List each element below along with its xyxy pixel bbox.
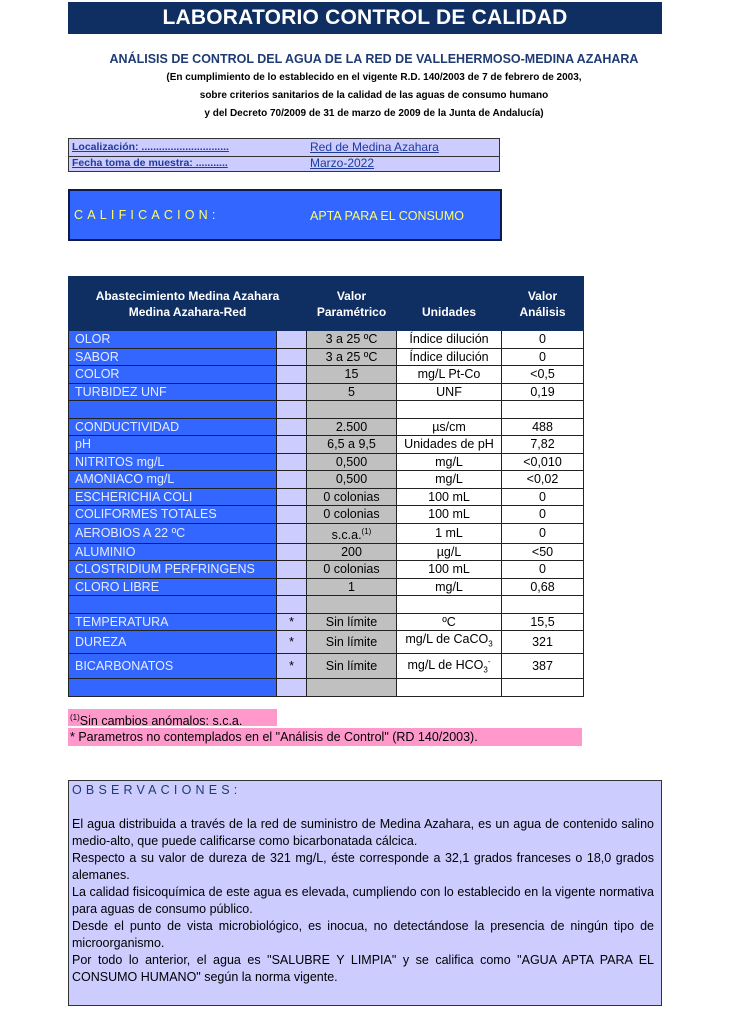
parameter-name-text: CONDUCTIVIDAD — [75, 419, 180, 434]
parameter-mark — [277, 506, 307, 524]
observations-box — [68, 780, 662, 1006]
parametric-value-text: Sin límite — [325, 658, 378, 673]
unit-text: mg/L de CaCO — [405, 632, 489, 647]
parameter-name — [69, 631, 277, 654]
unit — [397, 613, 502, 631]
parametric-value-text: 2.500 — [335, 419, 368, 434]
analysis-value — [502, 506, 584, 524]
parametric-value — [307, 348, 397, 366]
parametric-value-footnote: (1) — [361, 526, 372, 536]
sample-date-value[interactable]: Marzo-2022 — [310, 156, 375, 170]
parameter-name-text: BICARBONATOS — [75, 658, 174, 673]
unit-text: µg/L — [436, 544, 462, 559]
parameter-name — [69, 543, 277, 561]
analysis-value-text: 0 — [539, 489, 546, 504]
parameter-mark — [277, 436, 307, 454]
parametric-value-text: 15 — [344, 367, 359, 382]
unit — [397, 471, 502, 489]
parametric-value — [307, 596, 397, 614]
parametric-value — [307, 679, 397, 697]
parametric-value — [307, 631, 397, 654]
header-value-line-1: Valor — [527, 288, 558, 303]
unit-text: mg/L Pt-Co — [417, 367, 481, 382]
parameter-name — [69, 471, 277, 489]
parameter-mark — [277, 401, 307, 419]
analysis-value-text: 321 — [532, 634, 553, 649]
parameter-mark-text: * — [289, 634, 294, 649]
sample-date-row — [69, 156, 499, 172]
parameter-name-text: pH — [75, 437, 91, 452]
table-row — [69, 471, 584, 489]
unit-text: Índice dilución — [409, 349, 489, 364]
parametric-value — [307, 331, 397, 349]
parametric-value-text: 0 colonias — [323, 489, 380, 504]
parameter-name-text: ALUMINIO — [75, 544, 136, 559]
table-body — [69, 331, 584, 697]
parameter-mark — [277, 653, 307, 679]
unit-text: Índice dilución — [409, 332, 489, 347]
header-supply-line-1: Abastecimiento Medina Azahara — [95, 288, 280, 303]
unit — [397, 418, 502, 436]
page-title: LABORATORIO CONTROL DE CALIDAD — [68, 2, 662, 34]
analysis-value-text: <0,010 — [523, 454, 562, 469]
legal-note-line-2: sobre criterios sanitarios de la calidad de las aguas de consumo humano — [199, 90, 549, 101]
analysis-value-text: 7,82 — [530, 437, 555, 452]
parameter-name-text: TURBIDEZ UNF — [75, 384, 167, 399]
table-row — [69, 383, 584, 401]
table-row — [69, 631, 584, 654]
unit — [397, 331, 502, 349]
header-parametric-value — [307, 277, 397, 331]
table-row — [69, 596, 584, 614]
unit-text: mg/L — [435, 579, 463, 594]
analysis-value — [502, 453, 584, 471]
parametric-value-text: 3 a 25 ºC — [325, 332, 378, 347]
parameter-mark — [277, 679, 307, 697]
unit-text: ºC — [442, 614, 456, 629]
parametric-value-text: s.c.a. — [331, 527, 362, 542]
parameter-name-text: SABOR — [75, 349, 119, 364]
parametric-value-text: 0 colonias — [323, 507, 380, 522]
parametric-value — [307, 506, 397, 524]
parametric-value — [307, 471, 397, 489]
unit-text: 100 mL — [428, 489, 470, 504]
header-units-text: Unidades — [421, 304, 476, 319]
parameter-mark — [277, 613, 307, 631]
parameter-name — [69, 348, 277, 366]
sample-date-label: Fecha toma de muestra: ........... — [72, 157, 228, 169]
analysis-value — [502, 488, 584, 506]
parameter-name-text: AEROBIOS A 22 ºC — [75, 526, 186, 541]
header-param-line-1: Valor — [336, 288, 367, 303]
table-row — [69, 613, 584, 631]
header-supply — [69, 277, 307, 331]
parameter-name-text: CLORO LIBRE — [75, 579, 160, 594]
table-row — [69, 331, 584, 349]
parametric-value-text: Sin límite — [325, 634, 378, 649]
parameter-name — [69, 653, 277, 679]
parameter-name — [69, 383, 277, 401]
analysis-value-text: <0,5 — [530, 367, 555, 382]
unit — [397, 596, 502, 614]
parametric-value — [307, 653, 397, 679]
parameter-name-text: ESCHERICHIA COLI — [75, 489, 193, 504]
parameter-mark — [277, 348, 307, 366]
parameter-name-text: NITRITOS mg/L — [75, 454, 165, 469]
observation-paragraph-1: El agua distribuida a través de la red de suministro de Medina Azahara, es un agua de contenido salino medio-alto, que puede calificarse como bicarbonatada cálcica. — [72, 817, 654, 848]
unit-text: 100 mL — [428, 562, 470, 577]
analysis-value-text: 0 — [539, 562, 546, 577]
analysis-value — [502, 543, 584, 561]
parameter-mark — [277, 366, 307, 384]
parameter-name — [69, 561, 277, 579]
footnote-asterisk: * Parametros no contemplados en el "Análisis de Control" (RD 140/2003). — [68, 728, 582, 746]
parameter-name — [69, 679, 277, 697]
location-row — [69, 140, 499, 157]
table-row — [69, 578, 584, 596]
analysis-value-text: 0 — [539, 332, 546, 347]
unit — [397, 561, 502, 579]
table-row — [69, 561, 584, 579]
parameter-mark — [277, 578, 307, 596]
footnote-sca-marker: (1) — [70, 713, 80, 722]
header-supply-line-2: Medina Azahara-Red — [128, 304, 247, 319]
parametric-value — [307, 543, 397, 561]
parameter-mark — [277, 383, 307, 401]
parameter-name-text: COLOR — [75, 367, 120, 382]
analysis-value — [502, 348, 584, 366]
unit — [397, 383, 502, 401]
parametric-value-text: 0,500 — [335, 472, 368, 487]
analysis-value — [502, 561, 584, 579]
parameter-name-text: AMONIACO mg/L — [75, 472, 175, 487]
observation-paragraph-3: La calidad fisicoquímica de este agua es elevada, cumpliendo con lo establecido en la vigente normativa para aguas de consumo público. — [72, 885, 654, 916]
analysis-value — [502, 523, 584, 543]
analysis-value-text: <0,02 — [526, 472, 559, 487]
parameter-name-text: CLOSTRIDIUM PERFRINGENS — [75, 562, 255, 577]
table-row — [69, 401, 584, 419]
parameter-name-text: TEMPERATURA — [75, 614, 169, 629]
analysis-value — [502, 331, 584, 349]
parameter-mark — [277, 418, 307, 436]
unit — [397, 488, 502, 506]
parametric-value-text: 0 colonias — [323, 562, 380, 577]
report-subtitle: ANÁLISIS DE CONTROL DEL AGUA DE LA RED DE VALLEHERMOSO-MEDINA AZAHARA — [109, 52, 639, 66]
unit — [397, 631, 502, 654]
qualification-value: APTA PARA EL CONSUMO — [310, 209, 464, 223]
parametric-value — [307, 578, 397, 596]
analysis-value — [502, 366, 584, 384]
analysis-value — [502, 596, 584, 614]
observations-title: OBSERVACIONES: — [72, 783, 242, 797]
unit — [397, 366, 502, 384]
analysis-value-text: 488 — [532, 419, 553, 434]
unit — [397, 653, 502, 679]
parameter-name — [69, 523, 277, 543]
analysis-value-text: 0,19 — [530, 384, 555, 399]
analysis-value — [502, 471, 584, 489]
analysis-value — [502, 418, 584, 436]
analysis-value — [502, 679, 584, 697]
table-row — [69, 366, 584, 384]
unit-text: mg/L — [435, 454, 463, 469]
parametric-value — [307, 561, 397, 579]
parametric-value — [307, 366, 397, 384]
sample-info-box — [68, 138, 500, 172]
parameter-name-text: OLOR — [75, 332, 111, 347]
table-row — [69, 453, 584, 471]
table-row — [69, 436, 584, 454]
unit-text: 1 mL — [435, 526, 463, 541]
parametric-value — [307, 523, 397, 543]
parameter-mark — [277, 471, 307, 489]
parameter-name — [69, 488, 277, 506]
unit-text: 100 mL — [428, 507, 470, 522]
analysis-value-text: 0 — [539, 507, 546, 522]
parameter-mark — [277, 631, 307, 654]
location-label: Localización: .............................. — [72, 141, 229, 153]
parameter-mark — [277, 596, 307, 614]
parameter-mark — [277, 523, 307, 543]
unit-text: mg/L de HCO — [407, 657, 484, 672]
parameter-name-text: DUREZA — [75, 634, 127, 649]
unit-text: Unidades de pH — [404, 437, 494, 452]
unit-text: µs/cm — [432, 419, 466, 434]
parameter-name — [69, 506, 277, 524]
unit-text: UNF — [436, 384, 462, 399]
analysis-value-text: 387 — [532, 658, 553, 673]
analysis-value-text: <50 — [531, 544, 554, 559]
parametric-value — [307, 418, 397, 436]
table-header-row — [69, 277, 584, 331]
table-row — [69, 488, 584, 506]
parametric-value-text: 6,5 a 9,5 — [327, 437, 376, 452]
header-value-line-2: Análisis — [519, 304, 566, 319]
unit — [397, 506, 502, 524]
header-param-line-2: Paramétrico — [316, 304, 387, 319]
parametric-value-text: 0,500 — [335, 454, 368, 469]
table-row — [69, 348, 584, 366]
legal-note-line-3: y del Decreto 70/2009 de 31 de marzo de 2009 de la Junta de Andalucía) — [204, 108, 544, 119]
parametric-value — [307, 436, 397, 454]
analysis-value-text: 15,5 — [530, 614, 555, 629]
unit — [397, 401, 502, 419]
parametric-value-text: 3 a 25 ºC — [325, 349, 378, 364]
parameter-name — [69, 366, 277, 384]
observation-paragraph-4: Desde el punto de vista microbiológico, es inocua, no detectándose la presencia de ningún tipo de microorganismo. — [72, 919, 654, 950]
table-row — [69, 653, 584, 679]
parametric-value — [307, 488, 397, 506]
unit-subscript: 3 — [488, 639, 493, 649]
parameter-mark — [277, 331, 307, 349]
analysis-value — [502, 613, 584, 631]
parametric-value-text: 5 — [348, 384, 355, 399]
location-value[interactable]: Red de Medina Azahara — [310, 140, 439, 154]
parametric-value-text: Sin límite — [325, 614, 378, 629]
table-row — [69, 506, 584, 524]
observation-paragraph-5: Por todo lo anterior, el agua es "SALUBRE Y LIMPIA" y se califica como "AGUA APTA PARA EL CONSUMO HUMANO" según la norma vigente. — [72, 953, 654, 984]
unit — [397, 578, 502, 596]
parametric-value — [307, 453, 397, 471]
analysis-value — [502, 631, 584, 654]
parameter-mark — [277, 561, 307, 579]
analysis-value-text: 0,68 — [530, 579, 555, 594]
parameter-mark — [277, 543, 307, 561]
qualification-label: CALIFICACION: — [74, 208, 220, 222]
analysis-value — [502, 578, 584, 596]
unit — [397, 436, 502, 454]
parametric-value — [307, 613, 397, 631]
unit-superscript: - — [487, 656, 491, 666]
parameter-name — [69, 453, 277, 471]
analysis-value-text: 0 — [539, 526, 546, 541]
footnote-sca — [68, 709, 277, 729]
parametric-value-text: 1 — [348, 579, 355, 594]
parameter-name — [69, 331, 277, 349]
parameter-name — [69, 401, 277, 419]
unit — [397, 679, 502, 697]
table-row — [69, 679, 584, 697]
unit-subscript: 3 — [483, 665, 488, 675]
parametric-value — [307, 401, 397, 419]
qualification-box — [68, 189, 502, 241]
unit — [397, 348, 502, 366]
parameters-table — [68, 276, 584, 697]
parameter-mark-text: * — [289, 614, 294, 629]
parametric-value — [307, 383, 397, 401]
parameter-name-text: COLIFORMES TOTALES — [75, 507, 217, 522]
parameter-name — [69, 436, 277, 454]
analysis-value — [502, 436, 584, 454]
header-units — [397, 277, 502, 331]
parameter-mark-text: * — [289, 658, 294, 673]
parameter-name — [69, 578, 277, 596]
header-analysis-value — [502, 277, 584, 331]
parametric-value-text: 200 — [341, 544, 362, 559]
table-row — [69, 418, 584, 436]
analysis-value-text: 0 — [539, 349, 546, 364]
unit — [397, 543, 502, 561]
analysis-value — [502, 383, 584, 401]
parameter-mark — [277, 453, 307, 471]
observation-paragraph-2: Respecto a su valor de dureza de 321 mg/L, éste corresponde a 32,1 grados franceses o 18,0 grados alemanes. — [72, 851, 654, 882]
analysis-value — [502, 401, 584, 419]
unit — [397, 453, 502, 471]
legal-note-line-1: (En cumplimiento de lo establecido en el vigente R.D. 140/2003 de 7 de febrero de 2003, — [166, 72, 582, 83]
table-row — [69, 543, 584, 561]
parameter-mark — [277, 488, 307, 506]
parameter-name — [69, 613, 277, 631]
table-row — [69, 523, 584, 543]
parameter-name — [69, 596, 277, 614]
unit — [397, 523, 502, 543]
unit-text: mg/L — [435, 472, 463, 487]
footnote-sca-text: Sin cambios anómalos: s.c.a. — [79, 714, 243, 729]
analysis-value — [502, 653, 584, 679]
parameter-name — [69, 418, 277, 436]
